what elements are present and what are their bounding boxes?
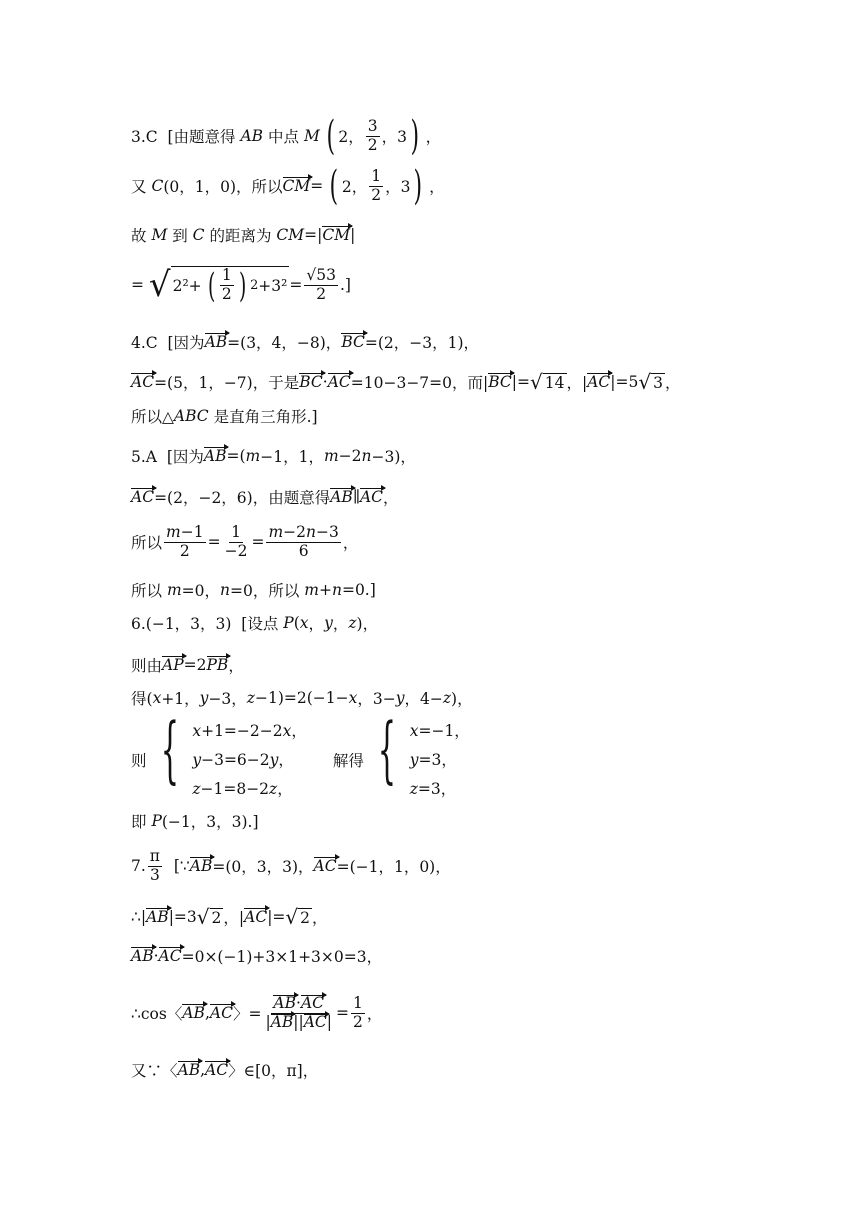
text: [∵ <box>163 857 190 875</box>
text: 〉= <box>232 1005 262 1023</box>
text: +1， <box>161 690 200 708</box>
line-6 <box>131 603 378 643</box>
text: CM <box>282 177 311 195</box>
line-distance <box>131 215 355 255</box>
text: =0×(−1)+3×1+3×0=3， <box>181 948 383 966</box>
text: |=3 <box>168 908 197 926</box>
text: ) <box>238 265 247 306</box>
text: 所以 <box>131 582 167 600</box>
text: 1 <box>353 993 363 1012</box>
text: P <box>151 812 162 830</box>
text: C <box>192 226 205 244</box>
text: z <box>269 779 278 798</box>
text: + <box>318 581 332 599</box>
text: AP <box>162 656 184 674</box>
line-6-result <box>131 801 259 841</box>
text: y <box>395 689 405 707</box>
text: 2 <box>221 285 232 303</box>
text: 6 <box>298 541 309 560</box>
text: 又 <box>131 178 152 196</box>
text: −2 <box>224 541 248 560</box>
text: AB <box>146 908 169 926</box>
text: (0，1，0)，所以 <box>163 178 283 196</box>
text: M <box>151 226 168 244</box>
line-5a <box>131 436 416 476</box>
text: AB·AC <box>273 993 325 1012</box>
text: 14 <box>544 373 565 392</box>
text: · <box>153 947 159 965</box>
text: −3， <box>208 690 247 708</box>
text: AB <box>131 947 154 965</box>
text: ∴| <box>131 908 147 926</box>
text: 2， <box>338 128 364 146</box>
text: m <box>166 522 181 541</box>
text: |=5 <box>610 373 639 391</box>
text: m <box>268 522 284 541</box>
text: +3² <box>258 276 288 295</box>
text: √ <box>638 370 652 394</box>
text: x <box>192 721 202 740</box>
coord-tuple <box>323 113 423 159</box>
text: ， <box>425 128 442 146</box>
text: = <box>310 177 324 195</box>
text: 〉∈[0，π]， <box>228 1062 319 1080</box>
text <box>148 848 162 885</box>
coord-tuple <box>326 163 426 209</box>
text: , <box>200 1061 206 1079</box>
text: 5.A [因为 <box>131 448 204 466</box>
text: ， <box>342 534 359 552</box>
text: |AB||AC| <box>265 1012 333 1031</box>
text: AB <box>189 857 213 875</box>
text: x=−1， <box>409 721 470 740</box>
line-7-cos <box>131 993 382 1033</box>
text: z <box>192 779 201 798</box>
text: .] <box>339 276 351 294</box>
text: M <box>303 127 320 145</box>
text: ， <box>308 615 325 633</box>
text: √ <box>285 905 299 929</box>
text <box>285 905 312 929</box>
text: AC <box>205 1061 229 1079</box>
text: AC <box>131 373 155 391</box>
text <box>197 905 224 929</box>
text: P <box>283 614 294 632</box>
text: { <box>377 706 396 791</box>
text: 6.(−1，3，3) [设点 <box>131 615 284 633</box>
text: =(2，−3，1)， <box>364 334 480 352</box>
text: =0，所以 <box>229 582 305 600</box>
text: 又∵〈 <box>131 1062 178 1080</box>
text: AC <box>300 993 325 1012</box>
text: ，3 <box>381 128 408 146</box>
text <box>369 168 383 205</box>
text: 3.C [由题意得 <box>131 128 241 146</box>
text: ∴cos〈 <box>131 1005 183 1023</box>
text: ) <box>413 163 423 209</box>
text: x <box>409 721 419 740</box>
text <box>638 370 665 394</box>
text <box>304 267 338 304</box>
text: √ <box>196 905 210 929</box>
text: 1 <box>371 166 382 185</box>
text: ， <box>665 374 681 392</box>
text: −2 <box>338 447 362 465</box>
line-5a-ratio <box>131 522 358 562</box>
text: ) <box>410 113 420 159</box>
text: ， <box>383 489 399 507</box>
text: AC <box>244 908 268 926</box>
text: √ <box>148 265 171 305</box>
text: 2 <box>211 908 222 927</box>
text: CM <box>276 226 305 244</box>
text: =(3，4，−8)， <box>227 334 342 352</box>
text: −3)， <box>371 448 416 466</box>
text: 到 <box>167 227 193 245</box>
text: 1 <box>221 266 232 285</box>
text: BC <box>299 373 323 391</box>
text: 的距离为 <box>204 227 277 245</box>
equation-system <box>147 706 307 804</box>
text: 2， <box>341 178 368 196</box>
line-6-system <box>131 706 470 808</box>
text <box>205 267 249 304</box>
text: = <box>289 276 303 294</box>
text <box>164 524 206 561</box>
text: 即 <box>131 813 152 831</box>
text: =2 <box>183 656 207 674</box>
text: y−3=6−2y， <box>192 750 294 769</box>
text: ， <box>366 1005 383 1023</box>
text <box>192 717 307 804</box>
text: 解得 <box>332 752 364 770</box>
text <box>366 118 380 155</box>
text: AB <box>177 1061 201 1079</box>
text: ( <box>329 163 339 209</box>
text: ( <box>207 265 215 306</box>
text: AC <box>209 1004 233 1022</box>
text: π <box>149 846 160 865</box>
text: √ <box>530 370 543 394</box>
text: y <box>199 689 209 707</box>
text <box>171 266 290 304</box>
text: m−2n−3 <box>268 522 339 541</box>
text: z <box>348 614 357 632</box>
text: 所以△ <box>131 408 174 426</box>
text: y <box>269 750 279 769</box>
text: PB <box>206 656 229 674</box>
text: ABC <box>173 407 209 425</box>
text: BC <box>341 333 365 351</box>
text: =(2，−2，6)，由题意得 <box>154 489 331 507</box>
text: 2 <box>250 278 259 293</box>
text: 所以 <box>131 534 163 552</box>
text: =(−1，1，0)， <box>336 858 451 876</box>
text: = <box>251 533 265 551</box>
text: AB <box>273 993 297 1012</box>
text: x <box>348 689 358 707</box>
text: z <box>409 779 418 798</box>
text: 得( <box>131 690 153 708</box>
line-7-range <box>131 1050 318 1090</box>
text: 1 <box>231 522 241 541</box>
text: m <box>245 447 261 465</box>
text: AC <box>587 373 611 391</box>
text: AC <box>303 1012 327 1031</box>
line-5a-parallel <box>131 477 399 517</box>
text: 7. <box>131 857 146 875</box>
text: 3 <box>653 373 663 392</box>
text: m <box>304 581 319 599</box>
text: x <box>282 721 292 740</box>
text: ，3− <box>357 690 396 708</box>
text: 则 <box>131 752 147 770</box>
text: ，4− <box>404 690 443 708</box>
line-7-mag <box>131 897 328 937</box>
text: AC <box>359 488 384 506</box>
text: z <box>246 689 255 707</box>
text: C <box>151 177 164 195</box>
text <box>220 267 234 304</box>
text: ， <box>312 909 328 927</box>
text: { <box>160 706 179 791</box>
text: 故 <box>131 227 152 245</box>
text <box>223 524 250 561</box>
text: ∥ <box>352 488 360 506</box>
text: = <box>336 1004 350 1022</box>
text <box>410 717 470 804</box>
text <box>266 524 340 561</box>
text: |= <box>267 908 286 926</box>
text: m <box>166 581 182 599</box>
text <box>530 370 566 394</box>
text: =0， <box>181 582 220 600</box>
text: · <box>322 373 328 391</box>
text: 2²+ <box>172 276 202 295</box>
line-7-dot <box>131 936 382 976</box>
text: 中点 <box>263 128 304 146</box>
text: x <box>299 614 309 632</box>
text: ，| <box>223 909 245 927</box>
text: 2 <box>371 185 382 204</box>
text: AB <box>270 1012 294 1031</box>
text: n <box>306 522 316 541</box>
text: z−1=8−2z， <box>192 779 293 798</box>
text: )， <box>451 690 473 708</box>
sqrt-expression <box>149 265 289 305</box>
text: AC <box>313 857 337 875</box>
text: 2 <box>353 1012 363 1031</box>
text: AB <box>330 488 353 506</box>
text: AB <box>204 333 228 351</box>
text: x+1=−2−2x， <box>192 721 307 740</box>
text: y <box>409 750 419 769</box>
text: =10−3−7=0，而| <box>350 374 489 392</box>
line-3c <box>131 113 442 159</box>
text: z <box>442 689 452 707</box>
text: y=3， <box>409 750 457 769</box>
text: 2 <box>316 284 327 303</box>
text: =(5，1，−7)，于是 <box>154 374 300 392</box>
text <box>263 995 334 1032</box>
text: 是直角三角形.] <box>208 408 318 426</box>
text: n <box>361 447 372 465</box>
text: y <box>324 614 333 632</box>
text: 3 <box>149 865 160 884</box>
text: −1，1， <box>260 448 324 466</box>
text: |= <box>511 373 531 391</box>
text: 2 <box>300 908 311 927</box>
text: 则由 <box>131 657 163 675</box>
text: n <box>331 581 342 599</box>
solution-system <box>364 706 470 804</box>
text: AB <box>240 127 264 145</box>
text: y <box>192 750 202 769</box>
text: ， <box>332 615 349 633</box>
text: AB <box>203 447 227 465</box>
text: AC <box>158 947 182 965</box>
text: , <box>204 1004 210 1022</box>
text: AB <box>182 1004 205 1022</box>
text: ，| <box>566 374 588 392</box>
line-sqrt-result <box>131 265 351 305</box>
text: x <box>152 689 162 707</box>
text: ( <box>293 614 300 632</box>
text: z=3， <box>409 779 457 798</box>
text: = <box>207 533 221 551</box>
text: ( <box>326 113 335 159</box>
text: m <box>323 447 339 465</box>
line-4c <box>131 322 479 362</box>
text: AC <box>131 488 155 506</box>
text: =( <box>226 447 246 465</box>
text: = <box>131 276 149 294</box>
text <box>351 995 365 1032</box>
text: =0.] <box>341 581 376 599</box>
text: m−1 <box>166 522 204 541</box>
text: ， <box>228 657 244 675</box>
text: CM <box>322 226 351 244</box>
text: 3 <box>367 116 378 135</box>
text: =| <box>304 226 323 244</box>
text: BC <box>488 373 512 391</box>
text: | <box>350 226 356 244</box>
text: √53 <box>306 265 336 284</box>
text: (−1，3，3).] <box>161 813 259 831</box>
text: −1)=2(−1− <box>254 689 349 707</box>
text: ， <box>429 178 445 196</box>
line-7 <box>131 846 451 886</box>
text: n <box>220 581 230 599</box>
text: 2 <box>367 135 378 154</box>
line-4c-conclusion <box>131 396 318 436</box>
text: 4.C [因为 <box>131 334 205 352</box>
text: =(0，3，3)， <box>212 858 314 876</box>
text: 2 <box>179 541 190 560</box>
line-cm-vector <box>131 163 445 209</box>
text: ，3 <box>385 178 411 196</box>
text: AC <box>327 373 351 391</box>
text: )， <box>356 615 379 633</box>
